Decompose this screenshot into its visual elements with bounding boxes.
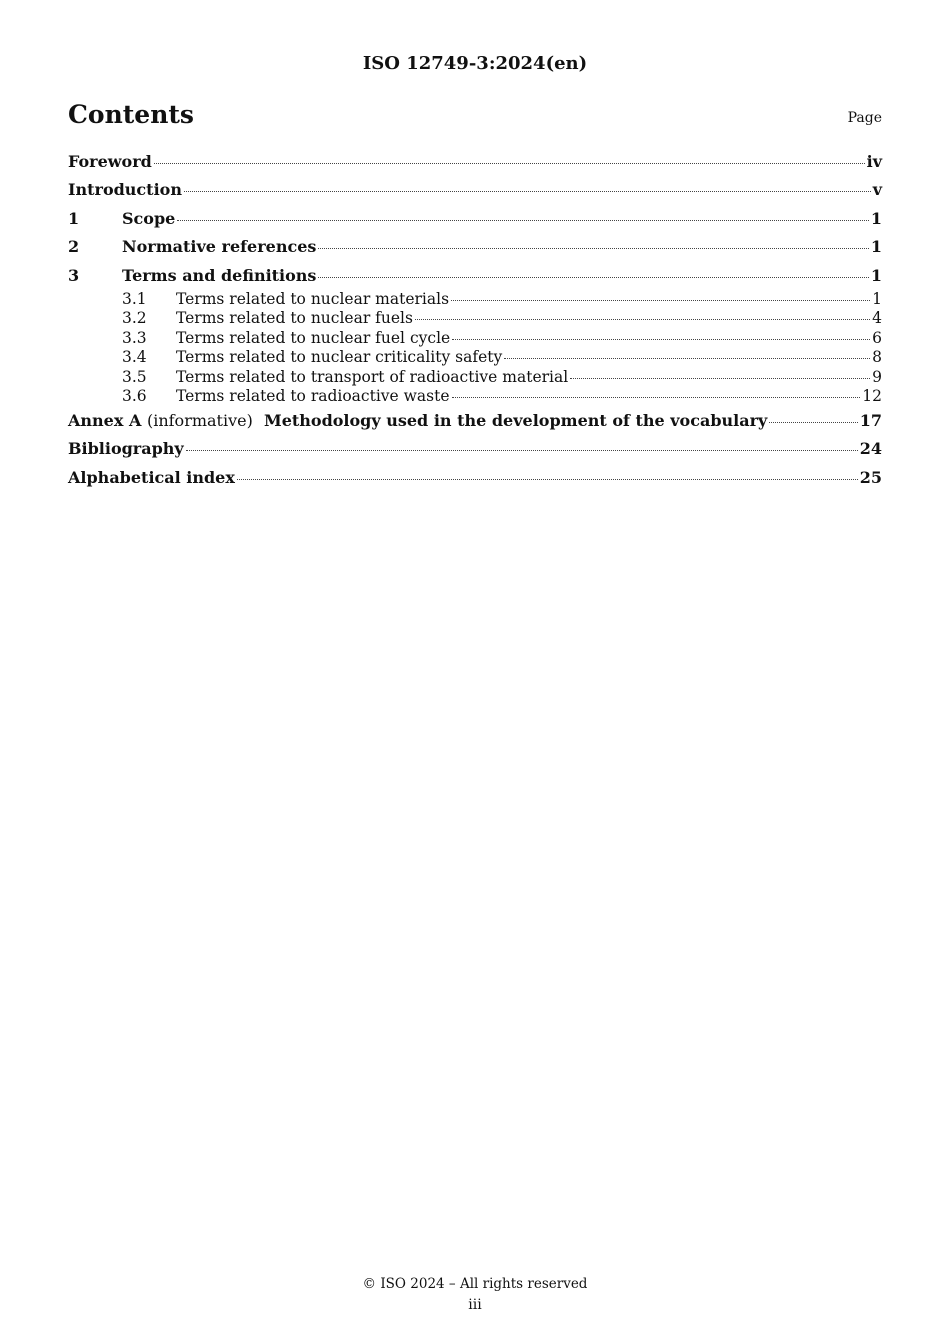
- dot-leader: [154, 163, 865, 164]
- toc-page: 17: [859, 410, 882, 430]
- toc-entry-bibliography[interactable]: [68, 439, 882, 463]
- dot-leader: [177, 220, 869, 221]
- toc-number: 3.3: [122, 328, 147, 347]
- toc-label: Normative references: [122, 237, 317, 257]
- dot-leader: [184, 191, 871, 192]
- toc-number: 3.5: [122, 367, 147, 386]
- toc-page: 1: [870, 265, 882, 285]
- toc-label: Methodology used in the development of the vocabulary: [263, 410, 768, 430]
- page-column-label: Page: [847, 110, 882, 126]
- dot-leader: [186, 450, 858, 451]
- toc-entry-foreword[interactable]: [68, 152, 882, 176]
- toc-number: 3.2: [122, 309, 147, 328]
- dot-leader: [452, 397, 861, 398]
- dot-leader: [237, 479, 858, 480]
- toc-page: 1: [870, 208, 882, 228]
- page-number: iii: [468, 1297, 482, 1313]
- toc-page: v: [872, 180, 882, 200]
- toc-number: 1: [68, 208, 80, 228]
- toc-subentry-3-1[interactable]: [68, 290, 882, 310]
- toc-label: Terms and definitions: [122, 265, 317, 285]
- toc-page: iv: [866, 152, 882, 171]
- toc-subentry-3-5[interactable]: [68, 368, 882, 388]
- toc-number: 3: [68, 265, 80, 285]
- toc-number: 3.6: [122, 387, 147, 406]
- toc-label: Foreword: [68, 152, 152, 171]
- toc-entry-normative-references[interactable]: [68, 237, 882, 261]
- toc-annex-type: (informative): [146, 410, 253, 430]
- toc-page: 8: [872, 348, 882, 367]
- dot-leader: [769, 422, 857, 423]
- toc-number: 3.4: [122, 348, 147, 367]
- contents-title: Contents: [68, 100, 195, 129]
- toc-label: Terms related to nuclear criticality safety: [176, 348, 503, 367]
- toc-page: 9: [872, 367, 882, 386]
- toc-entry-scope[interactable]: [68, 209, 882, 233]
- toc-subentry-3-6[interactable]: [68, 387, 882, 407]
- dot-leader: [318, 277, 868, 278]
- toc-entry-annex-a[interactable]: [68, 411, 882, 435]
- table-of-contents: [68, 152, 882, 492]
- toc-label: Terms related to nuclear fuel cycle: [176, 328, 451, 347]
- toc-label: Scope: [122, 208, 176, 228]
- toc-label: Terms related to radioactive waste: [176, 387, 450, 406]
- dot-leader: [415, 319, 870, 320]
- document-id-header: ISO 12749-3:2024(en): [362, 53, 588, 74]
- dot-leader: [452, 339, 870, 340]
- toc-page: 1: [870, 237, 882, 257]
- toc-subentry-3-2[interactable]: [68, 309, 882, 329]
- toc-page: 1: [872, 289, 882, 308]
- toc-label: Terms related to nuclear materials: [176, 289, 450, 308]
- toc-entry-introduction[interactable]: [68, 180, 882, 204]
- dot-leader: [504, 358, 870, 359]
- dot-leader: [451, 300, 870, 301]
- toc-page: 6: [872, 328, 882, 347]
- toc-page: 4: [872, 309, 882, 328]
- toc-entry-alphabetical-index[interactable]: [68, 468, 882, 492]
- copyright-notice: © ISO 2024 – All rights reserved: [362, 1276, 588, 1292]
- toc-subentry-3-4[interactable]: [68, 348, 882, 368]
- toc-number: 3.1: [122, 289, 147, 308]
- dot-leader: [318, 248, 868, 249]
- toc-page: 12: [862, 387, 882, 406]
- toc-number: 2: [68, 237, 80, 257]
- toc-page: 24: [859, 439, 882, 459]
- dot-leader: [570, 378, 870, 379]
- toc-page: 25: [859, 467, 882, 487]
- toc-label: Bibliography: [68, 439, 184, 459]
- toc-label: Alphabetical index: [68, 467, 235, 487]
- toc-subentry-3-3[interactable]: [68, 329, 882, 349]
- toc-annex-prefix: Annex A: [68, 410, 142, 430]
- toc-label: Terms related to nuclear fuels: [176, 309, 413, 328]
- toc-label: Terms related to transport of radioactive material: [176, 367, 569, 386]
- toc-entry-terms-and-definitions[interactable]: [68, 266, 882, 290]
- toc-label: Introduction: [68, 180, 182, 200]
